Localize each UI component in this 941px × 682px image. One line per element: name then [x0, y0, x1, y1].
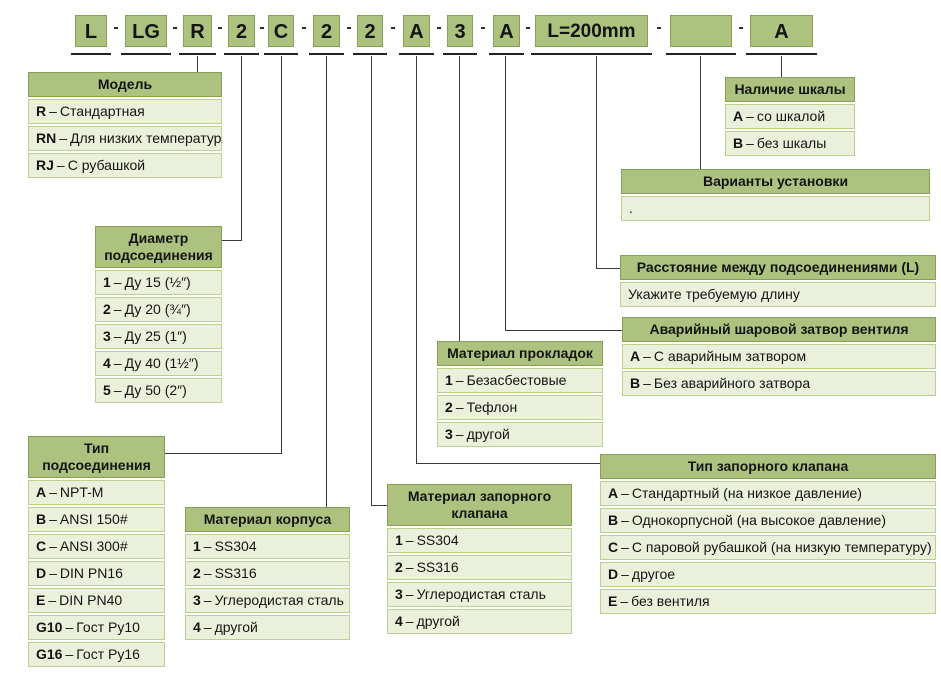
length-note: [620, 282, 936, 307]
item-text: ANSI 150#: [59, 511, 128, 527]
list-item: [28, 153, 222, 178]
list-item: [600, 589, 936, 614]
item-text: DIN PN40: [59, 592, 123, 608]
valve-material-box-title: Материал запорного клапана: [387, 484, 572, 526]
item-text: SS304: [214, 538, 257, 554]
item-text: Укажите требуемую длину: [628, 286, 800, 302]
item-key: G10: [36, 619, 63, 635]
connector-length-line: [596, 56, 597, 269]
code-segment-model: R: [183, 15, 212, 47]
code-segment-body-material: 2: [313, 15, 340, 47]
item-text: Углеродистая сталь: [416, 586, 546, 602]
code-segment-scale: A: [750, 15, 813, 47]
valve-material-box: [387, 484, 572, 634]
connector-connection-type-line: [165, 453, 282, 454]
code-segment-connection-type: C: [268, 15, 294, 47]
list-item: [185, 588, 350, 613]
item-text: SS304: [416, 532, 459, 548]
length-box: [620, 255, 936, 307]
item-text: другое: [631, 566, 676, 582]
item-key: D: [36, 565, 47, 581]
item-text: SS316: [214, 565, 257, 581]
list-item: [185, 615, 350, 640]
item-separator: –: [405, 559, 414, 575]
item-separator: –: [65, 619, 74, 635]
item-separator: –: [113, 328, 122, 344]
list-item: [95, 351, 222, 376]
item-key: A: [733, 108, 744, 124]
list-item: [28, 534, 165, 559]
connector-valve-type-line: [416, 56, 417, 464]
list-item: [28, 480, 165, 505]
code-segment-diameter: 2: [228, 15, 255, 47]
connector-model-line: [197, 56, 198, 72]
connector-valve-material-line: [371, 505, 388, 506]
item-key: RN: [36, 130, 57, 146]
item-key: 4: [103, 355, 111, 371]
item-key: 1: [395, 532, 403, 548]
emergency-valve-box: [622, 317, 936, 396]
item-text: Гост Ру16: [76, 646, 140, 662]
item-separator: –: [405, 586, 414, 602]
item-separator: –: [405, 613, 414, 629]
connector-scale-line: [781, 56, 782, 78]
item-key: C: [36, 538, 47, 554]
item-separator: –: [59, 130, 68, 146]
item-separator: –: [49, 538, 57, 554]
list-item: [28, 615, 165, 640]
list-item: [725, 104, 855, 129]
item-text: Для низких температур: [70, 130, 222, 146]
item-text: Тефлон: [466, 399, 518, 415]
list-item: [28, 507, 165, 532]
list-item: [725, 131, 855, 156]
item-key: E: [36, 592, 46, 608]
installation-box-title: Варианты установки: [621, 169, 930, 194]
item-key: 1: [103, 274, 111, 290]
item-separator: –: [113, 382, 122, 398]
connector-connection-type-line: [281, 56, 282, 454]
item-text: без вентиля: [631, 593, 710, 609]
list-item: [28, 588, 165, 613]
item-separator: –: [203, 619, 212, 635]
connector-valve-type-line: [416, 463, 600, 464]
item-text: Углеродистая сталь: [214, 592, 344, 608]
list-item: [622, 371, 936, 396]
item-key: 4: [193, 619, 201, 635]
code-separator: -: [259, 19, 265, 36]
list-item: [622, 344, 936, 369]
body-material-box-title: Материал корпуса: [185, 507, 350, 532]
valve-type-box-title: Тип запорного клапана: [600, 454, 936, 479]
item-key: B: [630, 375, 641, 391]
item-separator: –: [49, 484, 57, 500]
item-separator: –: [203, 592, 212, 608]
item-separator: –: [113, 274, 122, 290]
connector-length-line: [596, 268, 620, 269]
item-text: Безасбестовые: [466, 372, 567, 388]
item-separator: –: [455, 372, 464, 388]
list-item: [437, 368, 603, 393]
item-key: D: [608, 566, 619, 582]
item-separator: –: [113, 355, 122, 371]
list-item: [95, 270, 222, 295]
gasket-material-box: [437, 341, 603, 447]
diameter-box: [95, 226, 222, 403]
code-separator: -: [217, 19, 223, 36]
connector-installation-line: [700, 56, 701, 170]
item-separator: –: [49, 103, 57, 119]
item-key: RJ: [36, 157, 54, 173]
code-segment-prefix-lg: LG: [125, 15, 167, 47]
connector-emergency-valve-line: [505, 56, 506, 331]
body-material-box: [185, 507, 350, 640]
item-separator: –: [643, 375, 651, 391]
item-text: со шкалой: [756, 108, 826, 124]
item-separator: –: [746, 135, 754, 151]
code-separator: -: [390, 19, 396, 36]
list-item: [95, 297, 222, 322]
item-key: 3: [103, 328, 111, 344]
item-text: С аварийным затвором: [653, 348, 807, 364]
item-key: E: [608, 593, 618, 609]
code-segment-valve-material: 2: [357, 15, 383, 47]
item-text: Ду 15 (½″): [124, 274, 191, 290]
code-separator: -: [172, 19, 178, 36]
list-item: [387, 582, 572, 607]
item-separator: –: [621, 512, 629, 528]
item-separator: –: [746, 108, 754, 124]
list-item: [600, 562, 936, 587]
installation-box: [621, 169, 930, 221]
connector-diameter-line: [222, 240, 242, 241]
list-item: [387, 609, 572, 634]
item-separator: –: [49, 565, 57, 581]
connector-diameter-line: [241, 56, 242, 241]
item-text: С рубашкой: [67, 157, 146, 173]
connector-gasket-material-line: [459, 56, 460, 342]
item-separator: –: [203, 538, 212, 554]
list-item: [28, 99, 222, 124]
code-segment-installation: [670, 15, 732, 47]
item-text: Стандартная: [59, 103, 145, 119]
list-item: [437, 395, 603, 420]
list-item: [95, 324, 222, 349]
item-key: 3: [445, 426, 453, 442]
code-separator: -: [656, 19, 662, 36]
item-key: B: [36, 511, 47, 527]
item-separator: –: [65, 646, 74, 662]
connector-body-material-line: [326, 56, 327, 508]
list-item: [185, 561, 350, 586]
item-key: 1: [445, 372, 453, 388]
item-key: G16: [36, 646, 63, 662]
item-text: DIN PN16: [59, 565, 123, 581]
item-key: 3: [395, 586, 403, 602]
item-separator: –: [643, 348, 651, 364]
gasket-material-box-title: Материал прокладок: [437, 341, 603, 366]
scale-box-title: Наличие шкалы: [725, 77, 855, 102]
item-separator: –: [621, 566, 629, 582]
item-key: R: [36, 103, 47, 119]
item-key: 1: [193, 538, 201, 554]
installation-note: [621, 196, 930, 221]
item-key: 2: [103, 301, 111, 317]
code-separator: -: [738, 19, 744, 36]
item-text: .: [629, 200, 633, 216]
item-key: B: [733, 135, 744, 151]
item-key: A: [608, 485, 619, 501]
connection-type-box-title: Тип подсоединения: [28, 436, 165, 478]
list-item: [28, 642, 165, 667]
item-text: ANSI 300#: [59, 538, 128, 554]
item-separator: –: [621, 485, 629, 501]
item-separator: –: [455, 426, 464, 442]
model-box-title: Модель: [28, 72, 222, 97]
item-text: другой: [416, 613, 460, 629]
item-separator: –: [203, 565, 212, 581]
scale-box: [725, 77, 855, 156]
code-segment-emergency-valve: A: [493, 15, 520, 47]
length-box-title: Расстояние между подсоединениями (L): [620, 255, 936, 280]
code-segment-valve-type: A: [403, 15, 430, 47]
list-item: [600, 481, 936, 506]
item-key: 3: [193, 592, 201, 608]
item-separator: –: [620, 593, 629, 609]
item-key: A: [630, 348, 641, 364]
item-separator: –: [49, 511, 57, 527]
item-key: C: [608, 539, 619, 555]
emergency-valve-box-title: Аварийный шаровой затвор вентиля: [622, 317, 936, 342]
item-separator: –: [48, 592, 57, 608]
item-text: Ду 25 (1″): [124, 328, 187, 344]
code-segment-gasket-material: 3: [447, 15, 473, 47]
item-key: 2: [445, 399, 453, 415]
item-key: 5: [103, 382, 111, 398]
code-segment-prefix-l: L: [75, 15, 107, 47]
item-text: без шкалы: [756, 135, 827, 151]
item-text: Ду 50 (2″): [124, 382, 187, 398]
item-separator: –: [455, 399, 464, 415]
code-separator: -: [346, 19, 352, 36]
list-item: [387, 555, 572, 580]
item-key: 4: [395, 613, 403, 629]
item-text: NPT-M: [59, 484, 104, 500]
list-item: [437, 422, 603, 447]
list-item: [600, 535, 936, 560]
item-text: другой: [466, 426, 510, 442]
connector-emergency-valve-line: [505, 330, 622, 331]
item-text: Без аварийного затвора: [653, 375, 811, 391]
item-key: 2: [395, 559, 403, 575]
connection-type-box: [28, 436, 165, 667]
code-separator: -: [301, 19, 307, 36]
item-text: Однокорпусной (на высокое давление): [631, 512, 886, 528]
item-text: Гост Ру10: [76, 619, 140, 635]
code-separator: -: [525, 19, 531, 36]
item-text: С паровой рубашкой (на низкую температуру): [631, 539, 932, 555]
list-item: [28, 561, 165, 586]
list-item: [95, 378, 222, 403]
item-separator: –: [113, 301, 122, 317]
item-text: SS316: [416, 559, 459, 575]
item-key: 2: [193, 565, 201, 581]
code-separator: -: [480, 19, 486, 36]
item-key: A: [36, 484, 47, 500]
diameter-box-title: Диаметр подсоединения: [95, 226, 222, 268]
connector-valve-material-line: [371, 56, 372, 506]
item-separator: –: [621, 539, 629, 555]
code-separator: -: [113, 19, 119, 36]
list-item: [28, 126, 222, 151]
valve-type-box: [600, 454, 936, 614]
list-item: [185, 534, 350, 559]
model-box: [28, 72, 222, 178]
list-item: [387, 528, 572, 553]
item-text: Ду 40 (1½″): [124, 355, 199, 371]
item-key: B: [608, 512, 619, 528]
code-segment-length: L=200mm: [535, 15, 648, 47]
item-text: Стандартный (на низкое давление): [631, 485, 862, 501]
item-separator: –: [405, 532, 414, 548]
list-item: [600, 508, 936, 533]
item-separator: –: [56, 157, 65, 173]
code-separator: -: [436, 19, 442, 36]
item-text: Ду 20 (¾″): [124, 301, 191, 317]
item-text: другой: [214, 619, 258, 635]
